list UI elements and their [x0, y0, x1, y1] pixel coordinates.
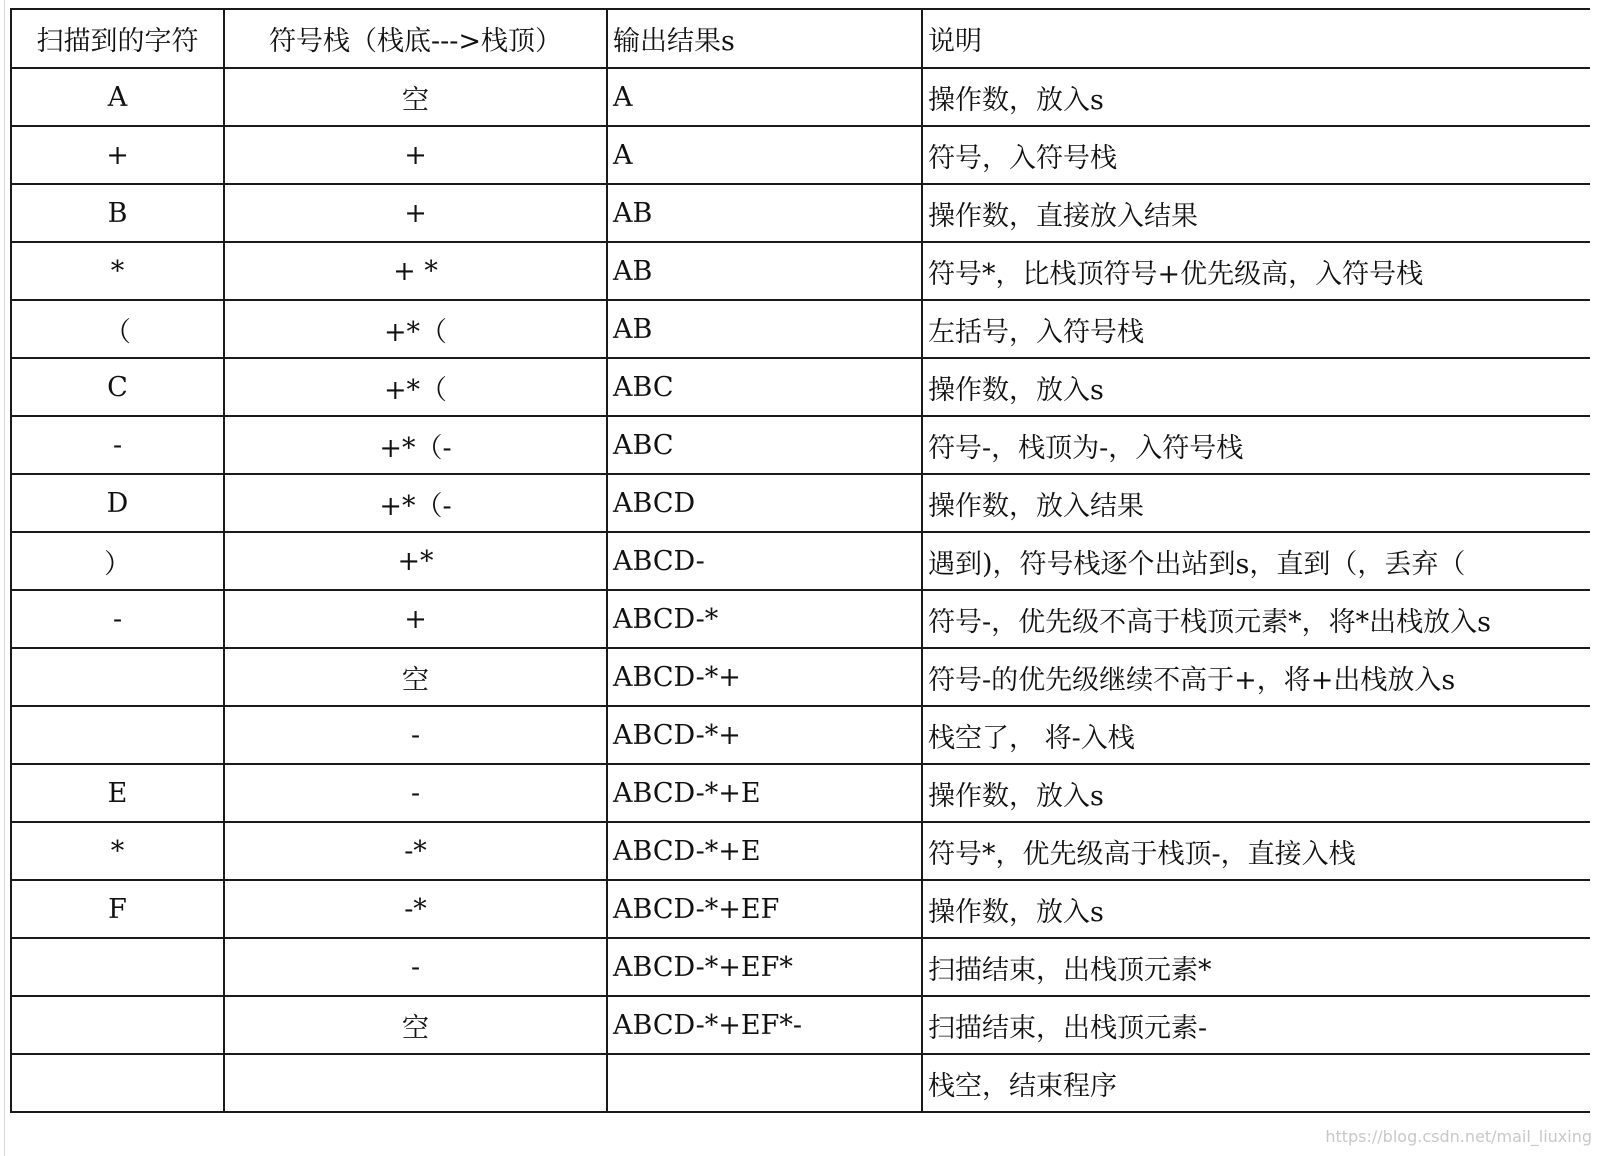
- cell-symbol-stack: + *: [224, 242, 607, 300]
- table-row: [11, 648, 1590, 706]
- cell-scanned-char: D: [11, 474, 224, 532]
- cell-note: 操作数，放入结果: [922, 474, 1590, 532]
- table-row: [11, 532, 1590, 590]
- cell-note: 符号，入符号栈: [922, 126, 1590, 184]
- cell-output: ABCD-*+: [607, 648, 922, 706]
- cell-scanned-char: C: [11, 358, 224, 416]
- cell-note: 遇到)，符号栈逐个出站到s，直到（，丢弃（: [922, 532, 1590, 590]
- cell-scanned-char: [11, 706, 224, 764]
- cell-symbol-stack: -: [224, 706, 607, 764]
- cell-output: A: [607, 68, 922, 126]
- cell-note: 左括号，入符号栈: [922, 300, 1590, 358]
- cell-output: ABCD-*+E: [607, 764, 922, 822]
- cell-output: [607, 1054, 922, 1112]
- table-row: [11, 300, 1590, 358]
- cell-note: 符号-，栈顶为-，入符号栈: [922, 416, 1590, 474]
- cell-scanned-char: *: [11, 242, 224, 300]
- table-row: [11, 416, 1590, 474]
- cell-symbol-stack: -: [224, 764, 607, 822]
- cell-symbol-stack: 空: [224, 648, 607, 706]
- cell-scanned-char: （: [11, 300, 224, 358]
- watermark: https://blog.csdn.net/mail_liuxing: [1325, 1127, 1592, 1146]
- table-row: [11, 184, 1590, 242]
- table-row: [11, 1054, 1590, 1112]
- table-row: [11, 474, 1590, 532]
- cell-scanned-char: [11, 938, 224, 996]
- cell-symbol-stack: -*: [224, 880, 607, 938]
- cell-symbol-stack: +*: [224, 532, 607, 590]
- table-row: [11, 880, 1590, 938]
- cell-note: 扫描结束，出栈顶元素*: [922, 938, 1590, 996]
- cell-symbol-stack: +*（-: [224, 474, 607, 532]
- cell-note: 操作数，放入s: [922, 880, 1590, 938]
- cell-note: 栈空了， 将-入栈: [922, 706, 1590, 764]
- table-row: [11, 764, 1590, 822]
- table-row: [11, 938, 1590, 996]
- cell-output: ABCD-*+E: [607, 822, 922, 880]
- cell-symbol-stack: 空: [224, 996, 607, 1054]
- table-row: [11, 242, 1590, 300]
- cell-output: ABCD-*+: [607, 706, 922, 764]
- cell-note: 栈空，结束程序: [922, 1054, 1590, 1112]
- cell-output: ABCD-*: [607, 590, 922, 648]
- cell-scanned-char: [11, 996, 224, 1054]
- header-output: 输出结果s: [607, 9, 922, 68]
- cell-output: ABC: [607, 358, 922, 416]
- cell-output: ABCD: [607, 474, 922, 532]
- cell-note: 符号*，优先级高于栈顶-，直接入栈: [922, 822, 1590, 880]
- cell-symbol-stack: 空: [224, 68, 607, 126]
- header-symbol-stack: 符号栈（栈底--->栈顶）: [224, 9, 607, 68]
- cell-scanned-char: ）: [11, 532, 224, 590]
- table-row: [11, 996, 1590, 1054]
- table-row: [11, 126, 1590, 184]
- cell-scanned-char: [11, 648, 224, 706]
- table-row: [11, 358, 1590, 416]
- table-row: [11, 822, 1590, 880]
- cell-scanned-char: A: [11, 68, 224, 126]
- cell-note: 符号-的优先级继续不高于+，将+出栈放入s: [922, 648, 1590, 706]
- cell-output: ABCD-: [607, 532, 922, 590]
- cell-symbol-stack: +*（: [224, 358, 607, 416]
- cell-scanned-char: -: [11, 590, 224, 648]
- cell-output: A: [607, 126, 922, 184]
- cell-output: ABC: [607, 416, 922, 474]
- cell-symbol-stack: +: [224, 184, 607, 242]
- cell-symbol-stack: -*: [224, 822, 607, 880]
- cell-scanned-char: F: [11, 880, 224, 938]
- header-note: 说明: [922, 9, 1590, 68]
- cell-symbol-stack: +*（: [224, 300, 607, 358]
- cell-scanned-char: +: [11, 126, 224, 184]
- header-scanned-char: 扫描到的字符: [11, 9, 224, 68]
- table-row: [11, 706, 1590, 764]
- cell-note: 符号-，优先级不高于栈顶元素*，将*出栈放入s: [922, 590, 1590, 648]
- cell-output: ABCD-*+EF*: [607, 938, 922, 996]
- cell-symbol-stack: +: [224, 126, 607, 184]
- cell-scanned-char: [11, 1054, 224, 1112]
- cell-symbol-stack: [224, 1054, 607, 1112]
- cell-note: 操作数，放入s: [922, 764, 1590, 822]
- cell-scanned-char: E: [11, 764, 224, 822]
- cell-symbol-stack: +: [224, 590, 607, 648]
- cell-output: ABCD-*+EF: [607, 880, 922, 938]
- table-row: [11, 590, 1590, 648]
- cell-output: AB: [607, 184, 922, 242]
- cell-scanned-char: B: [11, 184, 224, 242]
- table-row: [11, 68, 1590, 126]
- sheet-gridline: [4, 0, 5, 1156]
- cell-note: 操作数，放入s: [922, 68, 1590, 126]
- cell-note: 操作数，放入s: [922, 358, 1590, 416]
- cell-symbol-stack: -: [224, 938, 607, 996]
- cell-output: AB: [607, 300, 922, 358]
- table-header-row: [11, 9, 1590, 68]
- cell-scanned-char: *: [11, 822, 224, 880]
- cell-output: AB: [607, 242, 922, 300]
- cell-note: 操作数，直接放入结果: [922, 184, 1590, 242]
- infix-to-postfix-table: [10, 8, 1590, 1113]
- cell-scanned-char: -: [11, 416, 224, 474]
- cell-note: 符号*，比栈顶符号+优先级高，入符号栈: [922, 242, 1590, 300]
- cell-symbol-stack: +*（-: [224, 416, 607, 474]
- cell-note: 扫描结束，出栈顶元素-: [922, 996, 1590, 1054]
- cell-output: ABCD-*+EF*-: [607, 996, 922, 1054]
